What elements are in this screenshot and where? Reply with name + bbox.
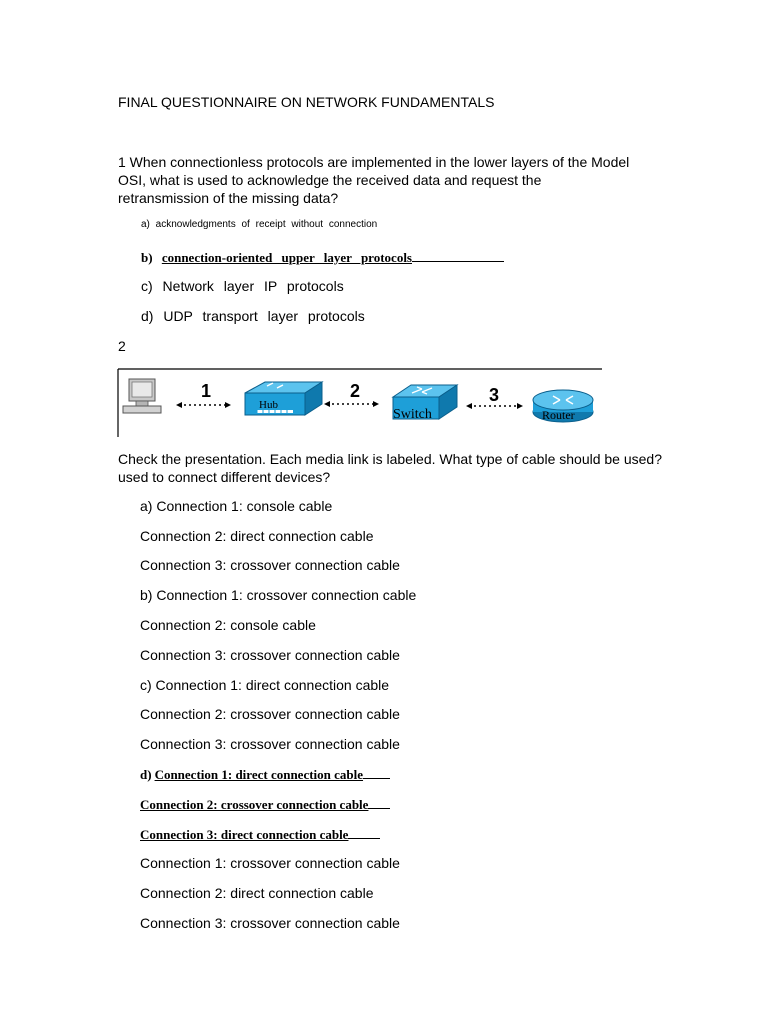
arrow-right-icon (517, 403, 523, 409)
question-1-line-3: retransmission of the missing data? (118, 190, 339, 206)
question-1-line-2: OSI, what is used to acknowledge the received data and request the (118, 172, 542, 188)
question-1-option-d: d) UDP transport layer protocols (141, 308, 365, 324)
hub-icon (245, 382, 322, 415)
question-2-tail-option: Connection 1: crossover connection cable (140, 855, 400, 871)
question-2-option: c) Connection 1: direct connection cable (140, 677, 390, 693)
question-2-answer-line-2 (140, 796, 390, 813)
hub-label: Hub (259, 399, 278, 411)
switch-label: Switch (393, 407, 432, 422)
question-2-option: a) Connection 1: console cable (140, 498, 333, 514)
question-2-option: Connection 2: crossover connection cable (140, 706, 400, 722)
question-2-tail-option: Connection 2: direct connection cable (140, 885, 374, 901)
question-2-line-1: Check the presentation. Each media link is labeled. What type of cable should be used? (118, 451, 662, 467)
question-2-option: Connection 2: console cable (140, 617, 316, 633)
network-diagram (117, 367, 603, 439)
arrow-left-icon (324, 401, 330, 407)
question-2-option: Connection 2: direct connection cable (140, 528, 374, 544)
question-1-option-a: a) acknowledgments of receipt without connection (141, 219, 378, 230)
arrow-right-icon (373, 401, 379, 407)
question-2-option: Connection 3: crossover connection cable (140, 736, 400, 752)
question-1-line-1: 1 When connectionless protocols are implemented in the lower layers of the Model (118, 154, 630, 170)
option-b-answer: connection-oriented upper layer protocols (161, 250, 412, 265)
question-1-option-c: c) Network layer IP protocols (141, 278, 344, 294)
arrow-left-icon (466, 403, 472, 409)
answer-text: Connection 2: crossover connection cable (140, 797, 369, 812)
arrow-left-icon (176, 402, 182, 408)
question-2-answer-line-1 (140, 766, 390, 783)
question-1-option-b (141, 249, 504, 266)
answer-text: Connection 3: direct connection cable (140, 827, 349, 842)
question-2-option: Connection 3: crossover connection cable (140, 557, 400, 573)
question-2-line-2: used to connect different devices? (118, 469, 331, 485)
arrow-right-icon (225, 402, 231, 408)
link-1-label: 1 (201, 381, 212, 401)
question-2-option: Connection 3: crossover connection cable (140, 647, 400, 663)
option-b-prefix: b) (141, 250, 153, 265)
question-2-number: 2 (118, 338, 126, 354)
question-2-answer-line-3 (140, 826, 380, 843)
answer-text: Connection 1: direct connection cable (154, 767, 364, 782)
router-label: Router (542, 408, 575, 422)
computer-icon (123, 379, 161, 413)
answer-prefix: d) (140, 767, 152, 782)
link-3-label: 3 (489, 385, 500, 405)
document-title: FINAL QUESTIONNAIRE ON NETWORK FUNDAMENTALS (118, 94, 495, 110)
question-2-option: b) Connection 1: crossover connection cable (140, 587, 417, 603)
link-2-label: 2 (350, 381, 361, 401)
question-2-tail-option: Connection 3: crossover connection cable (140, 915, 400, 931)
